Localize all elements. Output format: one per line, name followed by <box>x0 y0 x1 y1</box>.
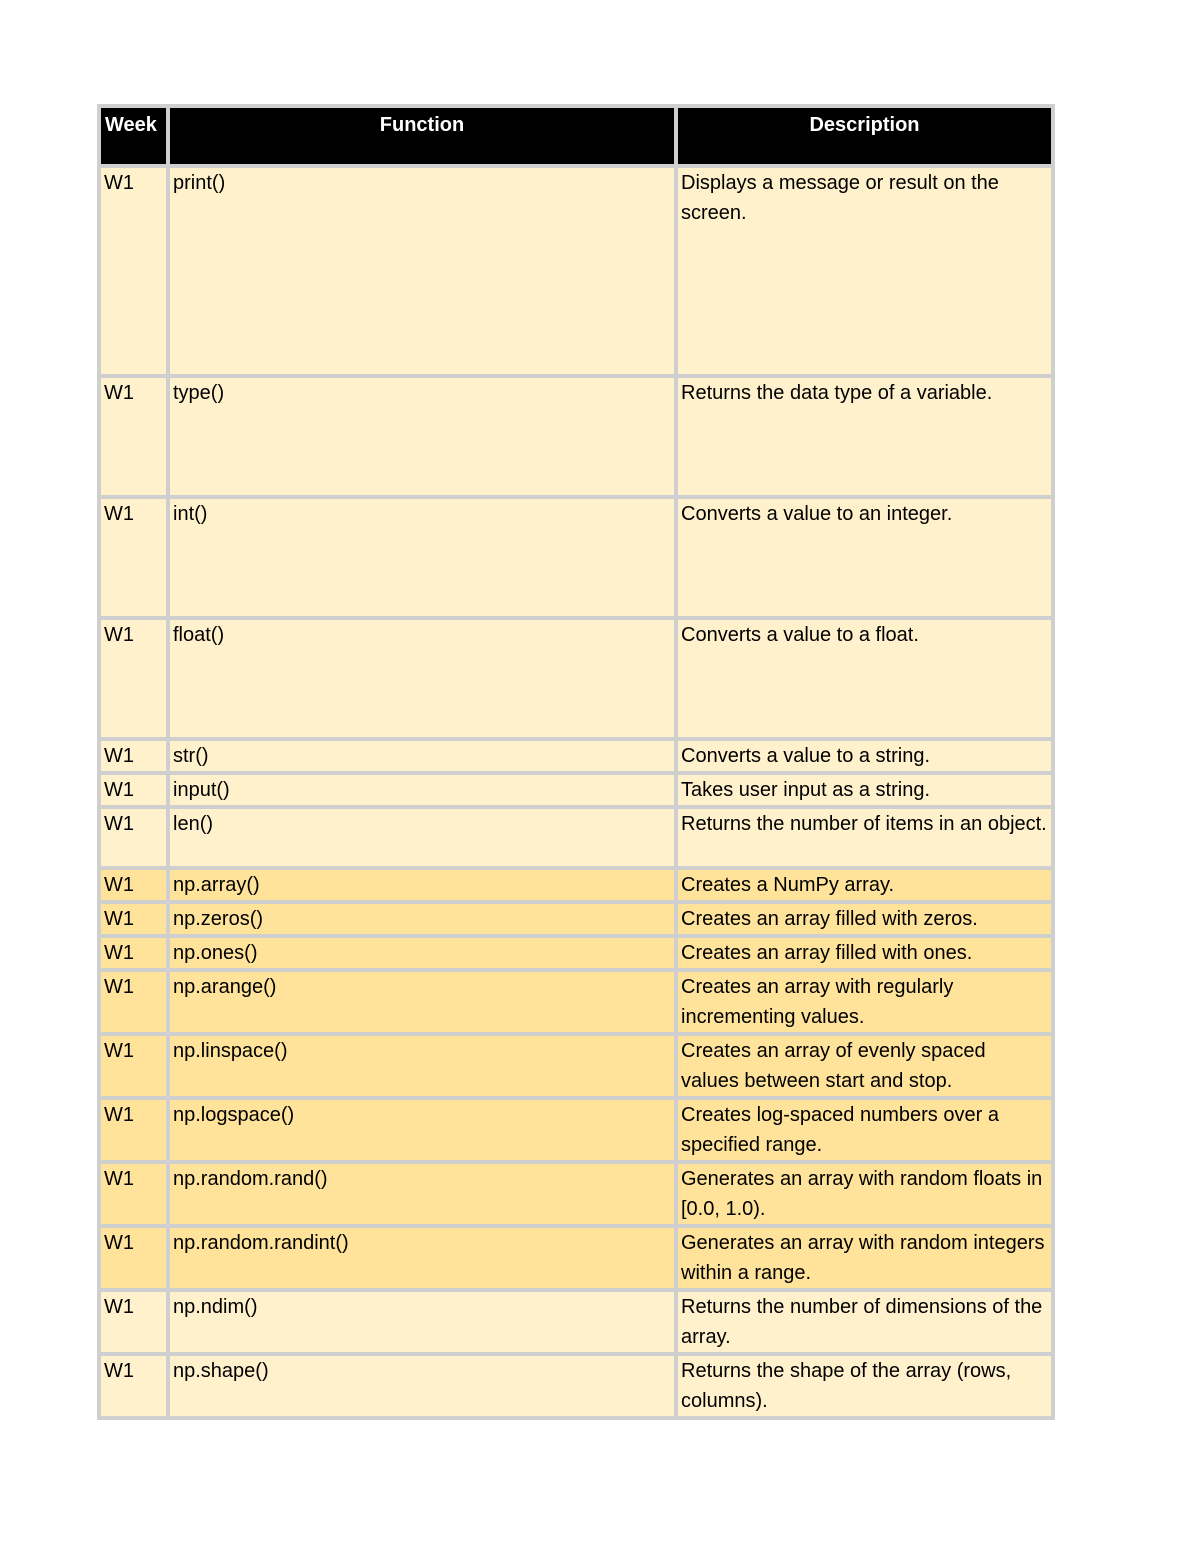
function-cell: np.shape() <box>170 1356 674 1416</box>
description-cell: Returns the number of items in an object. <box>678 809 1051 866</box>
table-row <box>101 168 1051 374</box>
header-description: Description <box>678 108 1051 164</box>
table-body <box>101 168 1051 1416</box>
function-cell: np.array() <box>170 870 674 900</box>
week-cell: W1 <box>101 168 166 374</box>
description-cell: Returns the shape of the array (rows, columns). <box>678 1356 1051 1416</box>
function-cell: type() <box>170 378 674 495</box>
table-row <box>101 972 1051 1032</box>
table-row <box>101 499 1051 616</box>
function-cell: int() <box>170 499 674 616</box>
description-cell: Converts a value to a string. <box>678 741 1051 771</box>
table-row <box>101 775 1051 805</box>
header-function: Function <box>170 108 674 164</box>
description-cell: Generates an array with random integers within a range. <box>678 1228 1051 1288</box>
week-cell: W1 <box>101 378 166 495</box>
week-cell: W1 <box>101 620 166 737</box>
table-row <box>101 1356 1051 1416</box>
function-cell: len() <box>170 809 674 866</box>
function-cell: np.random.rand() <box>170 1164 674 1224</box>
week-cell: W1 <box>101 499 166 616</box>
week-cell: W1 <box>101 1228 166 1288</box>
week-cell: W1 <box>101 741 166 771</box>
table-row <box>101 938 1051 968</box>
description-cell: Creates an array filled with zeros. <box>678 904 1051 934</box>
function-cell: np.arange() <box>170 972 674 1032</box>
function-cell: np.ndim() <box>170 1292 674 1352</box>
function-cell: print() <box>170 168 674 374</box>
function-cell: np.zeros() <box>170 904 674 934</box>
week-cell: W1 <box>101 1100 166 1160</box>
table-row <box>101 1036 1051 1096</box>
function-reference-table <box>97 104 1055 1420</box>
function-cell: np.linspace() <box>170 1036 674 1096</box>
description-cell: Creates an array filled with ones. <box>678 938 1051 968</box>
table-row <box>101 378 1051 495</box>
function-cell: float() <box>170 620 674 737</box>
function-cell: input() <box>170 775 674 805</box>
description-cell: Creates a NumPy array. <box>678 870 1051 900</box>
function-cell: np.logspace() <box>170 1100 674 1160</box>
table-row <box>101 904 1051 934</box>
function-cell: np.ones() <box>170 938 674 968</box>
week-cell: W1 <box>101 1356 166 1416</box>
header-week: Week <box>101 108 166 164</box>
week-cell: W1 <box>101 904 166 934</box>
description-cell: Converts a value to a float. <box>678 620 1051 737</box>
table-row <box>101 1228 1051 1288</box>
description-cell: Displays a message or result on the screen. <box>678 168 1051 374</box>
description-cell: Creates an array with regularly incrementing values. <box>678 972 1051 1032</box>
function-cell: np.random.randint() <box>170 1228 674 1288</box>
description-cell: Generates an array with random floats in [0.0, 1.0). <box>678 1164 1051 1224</box>
description-cell: Converts a value to an integer. <box>678 499 1051 616</box>
table-row <box>101 741 1051 771</box>
table-row <box>101 620 1051 737</box>
description-cell: Creates log-spaced numbers over a specified range. <box>678 1100 1051 1160</box>
description-cell: Returns the number of dimensions of the array. <box>678 1292 1051 1352</box>
description-cell: Returns the data type of a variable. <box>678 378 1051 495</box>
week-cell: W1 <box>101 809 166 866</box>
table-row <box>101 1292 1051 1352</box>
week-cell: W1 <box>101 1036 166 1096</box>
week-cell: W1 <box>101 1292 166 1352</box>
week-cell: W1 <box>101 1164 166 1224</box>
table-row <box>101 1100 1051 1160</box>
week-cell: W1 <box>101 972 166 1032</box>
header-row <box>101 108 1051 164</box>
table-row <box>101 809 1051 866</box>
week-cell: W1 <box>101 870 166 900</box>
week-cell: W1 <box>101 775 166 805</box>
table-row <box>101 1164 1051 1224</box>
description-cell: Creates an array of evenly spaced values between start and stop. <box>678 1036 1051 1096</box>
table-row <box>101 870 1051 900</box>
week-cell: W1 <box>101 938 166 968</box>
function-cell: str() <box>170 741 674 771</box>
description-cell: Takes user input as a string. <box>678 775 1051 805</box>
